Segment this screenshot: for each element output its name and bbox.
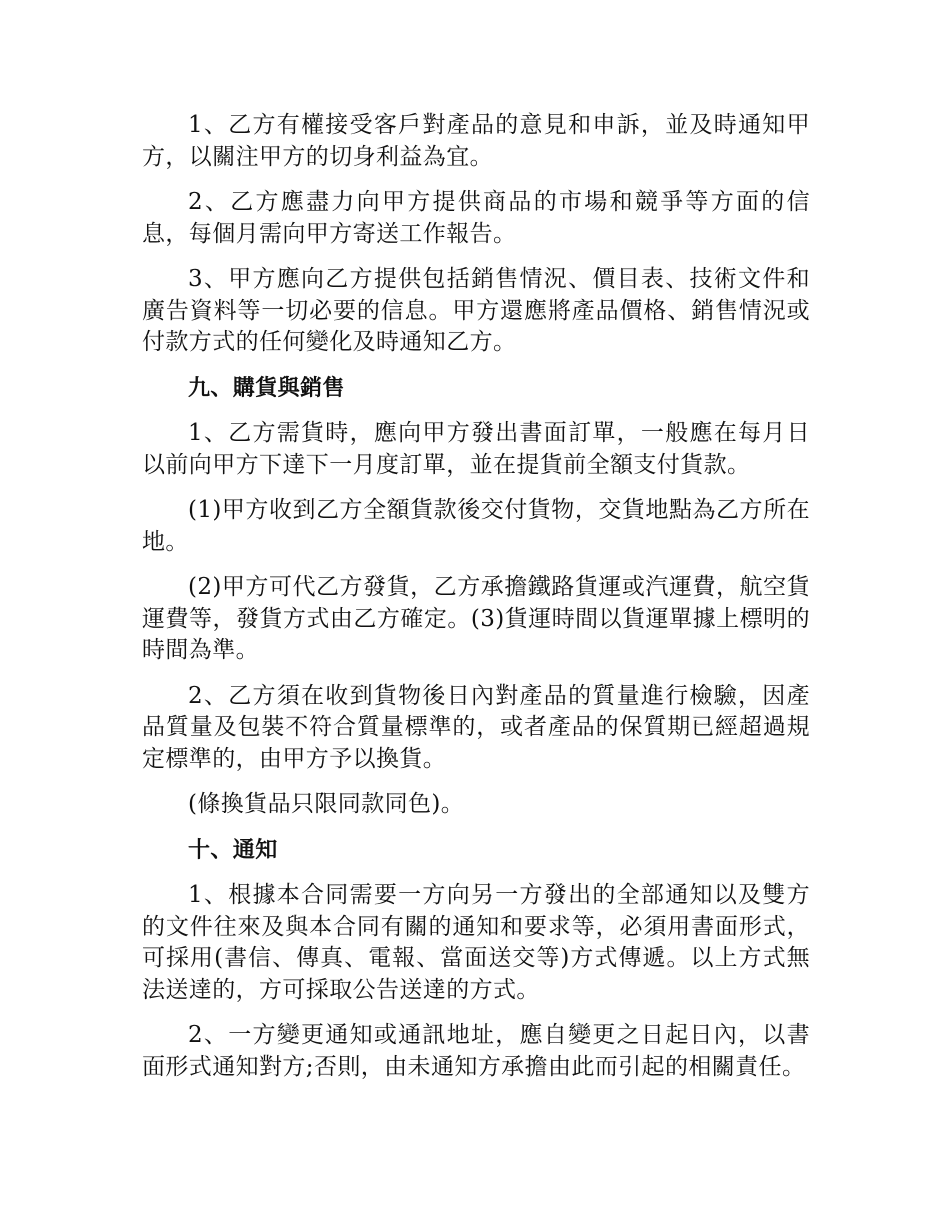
paragraph-order-clause: 1、乙方需貨時，應向甲方發出書面訂單，一般應在每月日以前向甲方下達下一月度訂單，並在提貨前全額支付貨款。 xyxy=(142,420,810,478)
paragraph-exchange-note: (條換貨品只限同款同色)。 xyxy=(188,791,465,817)
section-heading-notice: 十、通知 xyxy=(188,837,278,863)
section-heading-purchase-sales: 九、購貨與銷售 xyxy=(188,375,345,401)
paragraph-notice-1: 1、根據本合同需要一方向另一方發出的全部通知以及雙方的文件往來及與本合同有關的通知和要求等，必須用書面形式，可採用(書信、傳真、電報、當面送交等)方式傳遞。以上方式無法送達的，方可採取公告送達的方式。 xyxy=(142,882,810,1003)
paragraph-delivery-1: (1)甲方收到乙方全額貨款後交付貨物，交貨地點為乙方所在地。 xyxy=(142,497,810,555)
paragraph-delivery-2: (2)甲方可代乙方發貨，乙方承擔鐵路貨運或汽運費，航空貨運費等，發貨方式由乙方確定。(3)貨運時間以貨運單據上標明的時間為準。 xyxy=(142,574,810,663)
paragraph-clause-2: 2、乙方應盡力向甲方提供商品的市場和競爭等方面的信息，每個月需向甲方寄送工作報告。 xyxy=(142,189,810,247)
paragraph-inspection: 2、乙方須在收到貨物後日內對產品的質量進行檢驗，因產品質量及包裝不符合質量標準的，或者產品的保質期已經超過規定標準的，由甲方予以換貨。 xyxy=(142,682,810,772)
paragraph-clause-1: 1、乙方有權接受客戶對產品的意見和申訴，並及時通知甲方，以關注甲方的切身利益為宜。 xyxy=(142,112,810,170)
paragraph-clause-3: 3、甲方應向乙方提供包括銷售情況、價目表、技術文件和廣告資料等一切必要的信息。甲方還應將產品價格、銷售情況或付款方式的任何變化及時通知乙方。 xyxy=(142,266,810,355)
document-page xyxy=(142,110,810,1097)
paragraph-notice-2: 2、一方變更通知或通訊地址，應自變更之日起日內，以書面形式通知對方;否則，由未通知方承擔由此而引起的相關責任。 xyxy=(142,1022,810,1080)
